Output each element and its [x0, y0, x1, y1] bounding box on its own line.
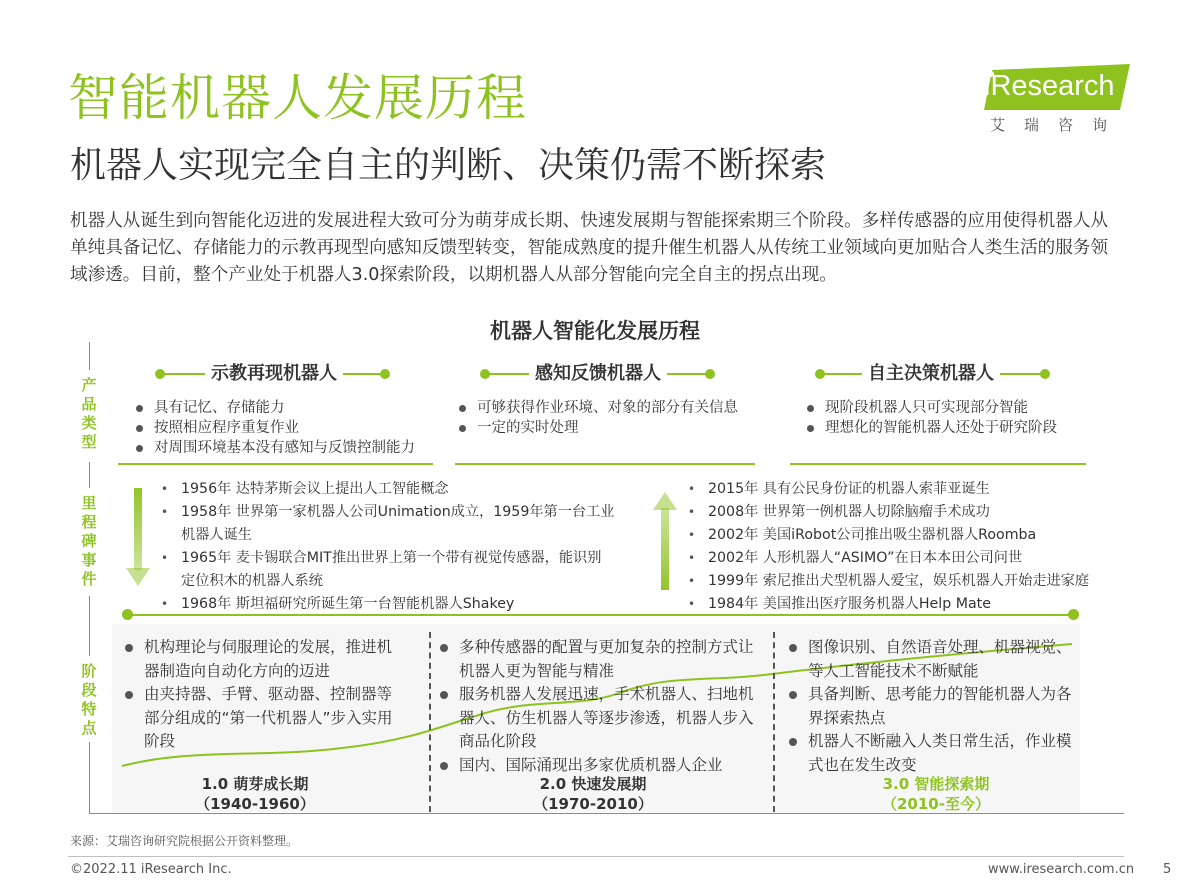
stage-label: 2.0 快速发展期 [539, 775, 647, 793]
stage-name-2 [493, 774, 693, 814]
stage-name-1 [155, 774, 355, 814]
page-title: 智能机器人发展历程 [68, 69, 527, 127]
list-item: 具有记忆、存储能力 [132, 398, 452, 418]
axis-line-segment [89, 342, 90, 370]
milestone-item: • 2002年 人形机器人“ASIMO”在日本本田公司问世 [682, 547, 1122, 570]
stage-label: 3.0 智能探索期 [882, 775, 990, 793]
milestone-item: • 1958年 世界第一家机器人公司Unimation成立，1959年第一台工业机器人诞生 [155, 501, 615, 547]
website-link[interactable]: www.iresearch.com.cn [988, 862, 1135, 877]
stage-label: 1.0 萌芽成长期 [201, 775, 309, 793]
list-item: 具备判断、思考能力的智能机器人为各界探索热点 [784, 683, 1084, 730]
timeline-end-dot [1068, 609, 1079, 620]
side-label-product: 产 品 类 型 [78, 376, 100, 452]
copyright: ©2022.11 iResearch Inc. [70, 862, 232, 877]
product-feature-list [455, 398, 755, 438]
list-item: 现阶段机器人只可实现部分智能 [803, 398, 1103, 418]
stage-divider [773, 632, 775, 812]
section-divider [455, 463, 755, 465]
milestone-item: • 2002年 美国iRobot公司推出吸尘器机器人Roomba [682, 524, 1122, 547]
product-type-name: 自主决策机器人 [862, 360, 1000, 388]
arrow-down-icon [124, 488, 152, 588]
milestone-list-recent [682, 478, 1122, 616]
connector-dot [380, 369, 390, 379]
product-type-header [155, 360, 390, 388]
timeline-line [128, 614, 1074, 616]
connector-dot [1040, 369, 1050, 379]
milestone-item: • 1984年 美国推出医疗服务机器人Help Mate [682, 593, 1122, 616]
side-label-stage: 阶 段 特 点 [78, 662, 100, 738]
section-divider [790, 463, 1086, 465]
stage-name-3 [836, 774, 1036, 814]
list-item: 国内、国际涌现出多家优质机器人企业 [435, 754, 755, 778]
connector-dot [705, 369, 715, 379]
list-item: 多种传感器的配置与更加复杂的控制方式让机器人更为智能与精准 [435, 636, 755, 683]
milestone-list-early [155, 478, 615, 616]
source-note: 来源：艾瑞咨询研究院根据公开资料整理。 [70, 834, 299, 848]
list-item: 机构理论与伺服理论的发展，推进机器制造向自动化方向的迈进 [120, 636, 405, 683]
list-item: 由夹持器、手臂、驱动器、控制器等部分组成的“第一代机器人”步入实用阶段 [120, 683, 405, 754]
list-item: 服务机器人发展迅速，手术机器人、扫地机器人、仿生机器人等逐步渗透，机器人步入商品化阶段 [435, 683, 755, 754]
list-item: 对周围环境基本没有感知与反馈控制能力 [132, 438, 452, 458]
milestone-item: • 1968年 斯坦福研究所诞生第一台智能机器人Shakey [155, 593, 615, 616]
list-item: 理想化的智能机器人还处于研究阶段 [803, 418, 1103, 438]
stage-feature-list [435, 636, 755, 777]
list-item: 机器人不断融入人类日常生活，作业模式也在发生改变 [784, 730, 1084, 777]
milestone-item: • 1956年 达特茅斯会议上提出人工智能概念 [155, 478, 615, 501]
chart-title: 机器人智能化发展历程 [490, 319, 700, 343]
page-number: 5 [1163, 862, 1172, 877]
product-type-name: 示教再现机器人 [205, 360, 343, 388]
logo-chinese: 艾瑞咨询 [990, 116, 1127, 134]
product-type-header [815, 360, 1050, 388]
product-feature-list [132, 398, 452, 458]
milestone-item: • 1965年 麦卡锡联合MIT推出世界上第一个带有视觉传感器，能识别定位积木的机器人系统 [155, 547, 615, 593]
axis-line-segment [89, 742, 90, 814]
list-item: 可够获得作业环境、对象的部分有关信息 [455, 398, 755, 418]
stage-divider [429, 632, 431, 812]
arrow-up-icon [651, 490, 679, 590]
timeline-start-dot [122, 609, 133, 620]
stage-period: （1940-1960） [195, 795, 315, 813]
stage-feature-list [120, 636, 405, 754]
page-subtitle: 机器人实现完全自主的判断、决策仍需不断探索 [70, 145, 827, 186]
logo-wordmark: iResearch [984, 70, 1115, 102]
section-divider [118, 463, 433, 465]
milestone-item: • 2015年 具有公民身份证的机器人索菲亚诞生 [682, 478, 1122, 501]
milestone-item: • 1999年 索尼推出犬型机器人爱宝，娱乐机器人开始走进家庭 [682, 570, 1122, 593]
list-item: 图像识别、自然语音处理、机器视觉、等人工智能技术不断赋能 [784, 636, 1084, 683]
stage-period: （2010-至今） [882, 795, 990, 813]
iresearch-logo [984, 62, 1132, 134]
product-type-name: 感知反馈机器人 [529, 360, 667, 388]
product-type-header [480, 360, 715, 388]
axis-line-segment [89, 596, 90, 656]
milestone-item: • 2008年 世界第一例机器人切除脑瘤手术成功 [682, 501, 1122, 524]
intro-paragraph: 机器人从诞生到向智能化迈进的发展进程大致可分为萌芽成长期、快速发展期与智能探索期三个阶段。多样传感器的应用使得机器人从单纯具备记忆、存储能力的示教再现型向感知反馈型转变，智能成熟度的提升催生机器人从传统工业领域向更加贴合人类生活的服务领域渗透。目前，整个产业处于机器人3.0探索阶段，以期机器人从部分智能向完全自主的拐点出现。 [70, 211, 1109, 285]
footer-divider [68, 856, 1124, 857]
stage-period: （1970-2010） [533, 795, 653, 813]
list-item: 按照相应程序重复作业 [132, 418, 452, 438]
list-item: 一定的实时处理 [455, 418, 755, 438]
axis-line-segment [89, 462, 90, 488]
product-feature-list [803, 398, 1103, 438]
stage-feature-list [784, 636, 1084, 777]
side-label-milestone: 里 程 碑 事 件 [78, 494, 100, 589]
